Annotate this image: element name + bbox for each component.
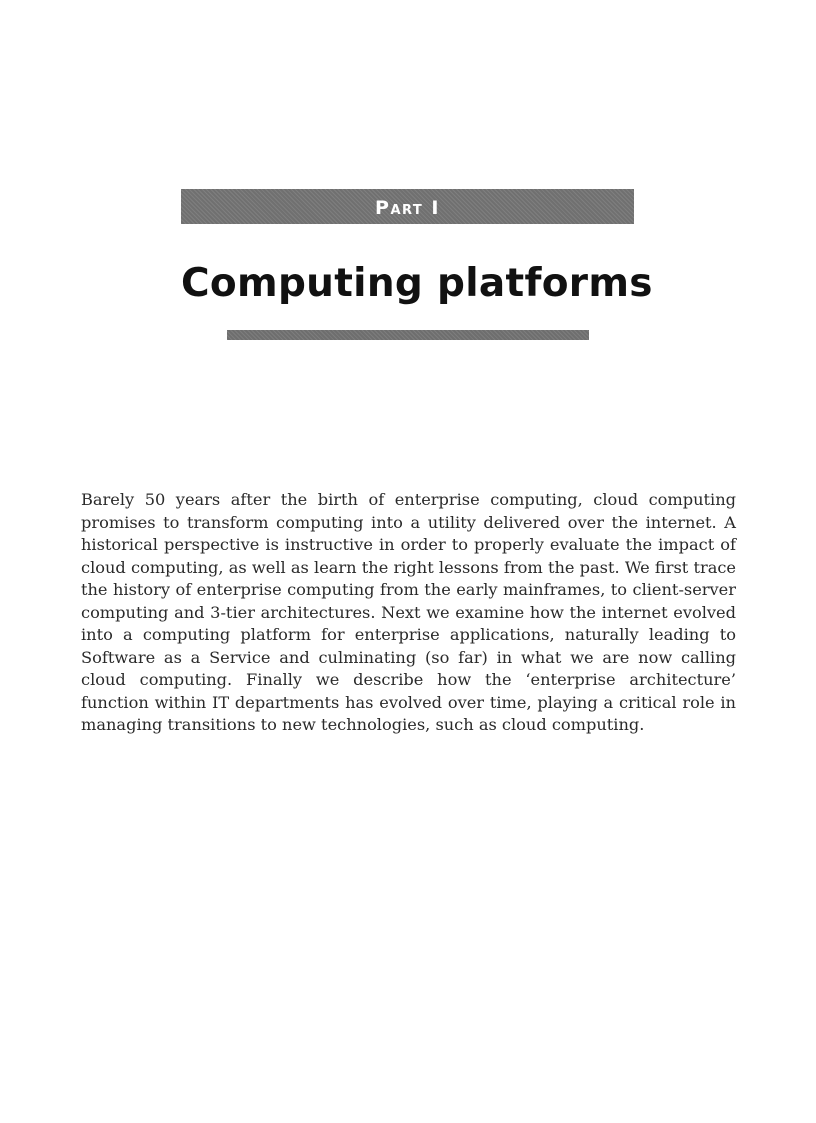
intro-paragraph: Barely 50 years after the birth of enterprise computing, cloud computing promises to transform computing into a utility delivered over the internet. A historical perspective is instructive in order to properly evaluate the impact of cloud computing, as well as learn the right lessons from the past. We first trace the history of enterprise computing from the early mainframes, to client-server computing and 3-tier architectures. Next we examine how the internet evolved into a computing platform for enterprise applications, naturally leading to Software as a Service and culminating (so far) in what we are now calling cloud computing. Finally we describe how the ‘enterprise architecture’ function within IT departments has evolved over time, playing a critical role in managing transitions to new technologies, such as cloud computing. <box>81 490 736 734</box>
title-underline-rule <box>227 330 589 340</box>
part-banner <box>181 189 634 224</box>
part-title: Computing platforms <box>181 261 653 306</box>
part-label: Part I <box>375 197 440 219</box>
